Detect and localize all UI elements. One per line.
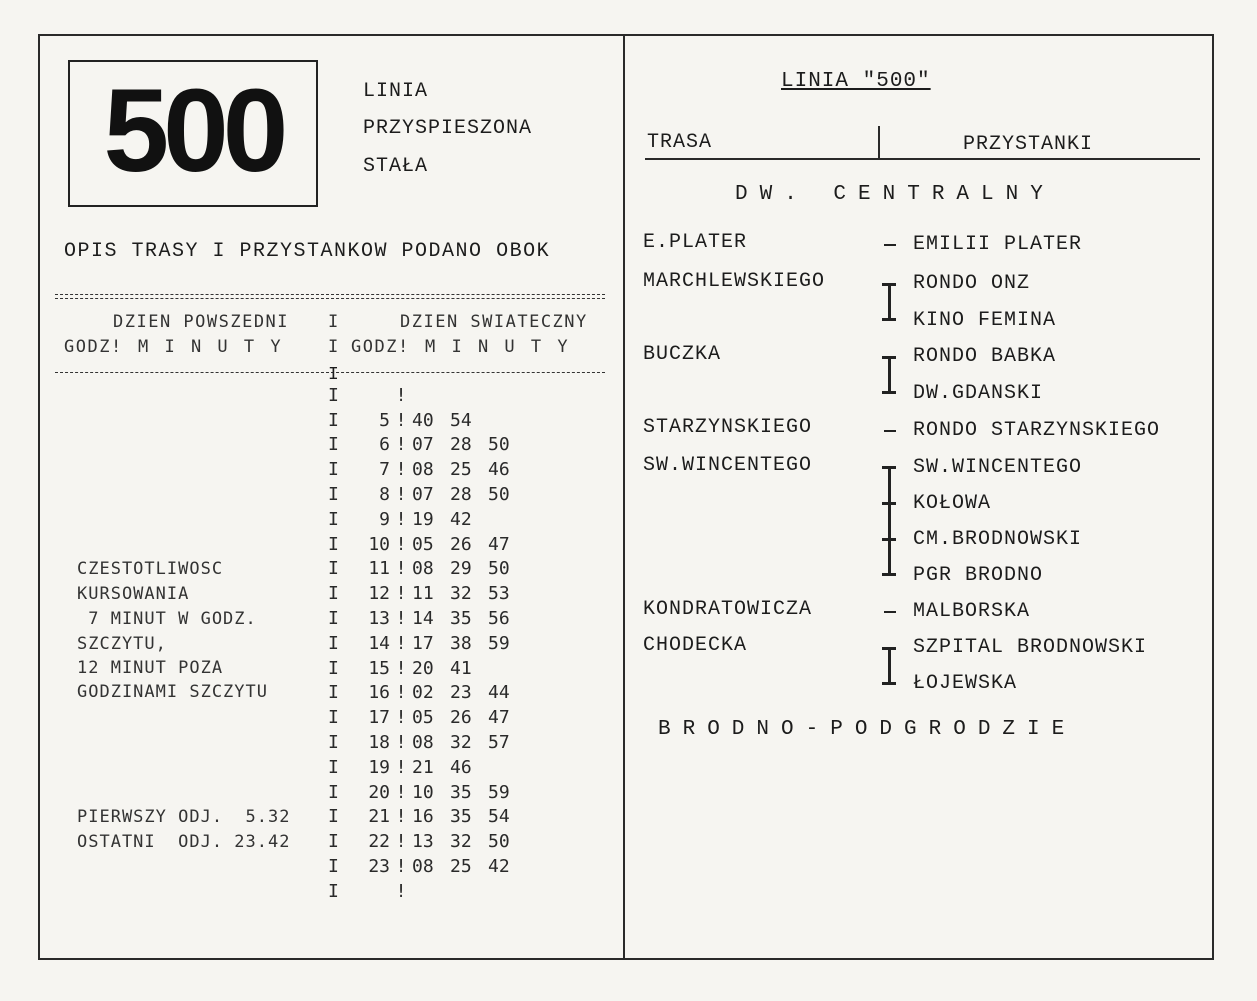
schedule-row: [328, 805, 526, 829]
hour-separator: !: [395, 707, 407, 729]
minute-cell: 40: [412, 409, 434, 431]
bracket-tick: [882, 647, 896, 650]
divider-line: [55, 298, 605, 299]
hour-separator: !: [395, 384, 407, 406]
hour-cell: 7: [379, 459, 390, 481]
bracket-tick: [882, 538, 896, 541]
hour-separator: !: [395, 880, 407, 902]
frequency-note-line: SZCZYTU,: [77, 634, 167, 654]
column-separator: I: [328, 831, 339, 853]
hour-cell: 6: [379, 434, 390, 456]
minute-cell: 05: [412, 533, 434, 555]
minute-cell: 32: [450, 583, 472, 605]
schedule-row: [328, 830, 526, 854]
stop-name: RONDO STARZYNSKIEGO: [913, 419, 1161, 442]
stop-name: PGR BRODNO: [913, 564, 1044, 587]
bracket-tick: [882, 466, 896, 469]
column-separator: I: [328, 657, 339, 679]
column-separator: I: [328, 781, 339, 803]
minute-cell: 08: [412, 558, 434, 580]
frequency-note-line: 7 MINUT W GODZ.: [77, 609, 257, 629]
hour-separator: !: [395, 607, 407, 629]
bracket-tick: [882, 391, 896, 394]
minute-cell: 54: [450, 409, 472, 431]
single-stop-dash: [884, 244, 896, 246]
stop-name: SZPITAL BRODNOWSKI: [913, 636, 1148, 659]
stop-name: RONDO BABKA: [913, 345, 1057, 368]
stop-group-bracket: [888, 647, 891, 683]
hour-separator: !: [395, 583, 407, 605]
route-description: OPIS TRASY I PRZYSTANKOW PODANO OBOK: [64, 240, 551, 263]
minute-cell: 05: [412, 707, 434, 729]
line-label: LINIA: [363, 80, 429, 103]
weekday-minutes-header: M I N U T Y: [138, 337, 284, 357]
hour-separator: !: [395, 682, 407, 704]
hour-cell: 12: [368, 583, 390, 605]
bracket-tick: [882, 573, 896, 576]
schedule-row: [328, 706, 526, 730]
schedule-row: [328, 854, 526, 878]
column-separator: I: [328, 607, 339, 629]
minute-cell: 25: [450, 459, 472, 481]
column-separator: I: [328, 312, 340, 332]
schedule-row: [328, 557, 526, 581]
stop-name: KOŁOWA: [913, 492, 992, 515]
stop-group-bracket: [888, 356, 891, 392]
column-separator: I: [328, 337, 340, 357]
minute-cell: 21: [412, 756, 434, 778]
column-separator: I: [328, 533, 339, 555]
hour-separator: !: [395, 483, 407, 505]
minute-cell: 41: [450, 657, 472, 679]
hour-cell: 13: [368, 607, 390, 629]
minute-cell: 50: [488, 831, 510, 853]
minute-cell: 38: [450, 632, 472, 654]
route-segment: STARZYNSKIEGO: [643, 416, 813, 439]
minute-cell: 35: [450, 781, 472, 803]
minute-cell: 13: [412, 831, 434, 853]
minute-cell: 46: [450, 756, 472, 778]
minute-cell: 08: [412, 731, 434, 753]
stop-name: MALBORSKA: [913, 600, 1031, 623]
minute-cell: 57: [488, 731, 510, 753]
column-separator: I: [328, 855, 339, 877]
minute-cell: 08: [412, 459, 434, 481]
minute-cell: 11: [412, 583, 434, 605]
minute-cell: 07: [412, 434, 434, 456]
minute-cell: 53: [488, 583, 510, 605]
minute-cell: 59: [488, 781, 510, 803]
line-number-box: [68, 60, 318, 207]
hour-cell: 8: [379, 483, 390, 505]
minute-cell: 28: [450, 483, 472, 505]
schedule-row: [328, 532, 526, 556]
hour-cell: 14: [368, 632, 390, 654]
hour-cell: 15: [368, 657, 390, 679]
stop-group-bracket: [888, 466, 891, 574]
column-separator: I: [328, 459, 339, 481]
hour-separator: !: [395, 831, 407, 853]
minute-cell: 42: [488, 855, 510, 877]
schedule-row: [328, 755, 488, 779]
frequency-note-line: 12 MINUT POZA: [77, 658, 224, 678]
route-title: LINIA "500": [781, 70, 931, 93]
minute-cell: 14: [412, 607, 434, 629]
minute-cell: 56: [488, 607, 510, 629]
hour-separator: !: [395, 781, 407, 803]
weekday-title: DZIEN POWSZEDNI: [113, 312, 290, 332]
schedule-row: [328, 582, 526, 606]
line-number: 500: [103, 65, 283, 197]
hour-cell: 22: [368, 831, 390, 853]
hour-separator: !: [395, 508, 407, 530]
column-separator: I: [328, 756, 339, 778]
divider-line: [55, 294, 605, 295]
first-departure: PIERWSZY ODJ. 5.32: [77, 807, 291, 827]
hour-separator: !: [395, 855, 407, 877]
column-separator: I: [328, 731, 339, 753]
column-separator: I: [328, 682, 339, 704]
frequency-note-line: KURSOWANIA: [77, 584, 190, 604]
minute-cell: 47: [488, 707, 510, 729]
hour-separator: !: [395, 558, 407, 580]
minute-cell: 10: [412, 781, 434, 803]
minute-cell: 50: [488, 558, 510, 580]
stop-group-bracket: [888, 283, 891, 319]
route-segment: MARCHLEWSKIEGO: [643, 270, 826, 293]
column-separator: I: [328, 409, 339, 431]
column-separator: I: [328, 806, 339, 828]
hour-separator: !: [395, 731, 407, 753]
schedule-row: [328, 730, 526, 754]
frequency-note-line: GODZINAMI SZCZYTU: [77, 682, 268, 702]
schedule-row: [328, 433, 526, 457]
holiday-hour-header: GODZ!: [351, 337, 410, 357]
column-separator: I: [328, 880, 339, 902]
hour-cell: 20: [368, 781, 390, 803]
schedule-row: [328, 631, 526, 655]
hour-cell: 21: [368, 806, 390, 828]
route-start-terminus: DW. CENTRALNY: [735, 183, 1055, 206]
minute-cell: 35: [450, 806, 472, 828]
column-separator: I: [328, 707, 339, 729]
route-column-header: TRASA: [647, 131, 713, 154]
column-separator: I: [328, 384, 339, 406]
header-separator: [878, 126, 880, 158]
hour-cell: 18: [368, 731, 390, 753]
column-separator: I: [328, 632, 339, 654]
bracket-tick: [882, 502, 896, 505]
stop-name: ŁOJEWSKA: [913, 672, 1018, 695]
minute-cell: 29: [450, 558, 472, 580]
minute-cell: 44: [488, 682, 510, 704]
bracket-tick: [882, 356, 896, 359]
minute-cell: 47: [488, 533, 510, 555]
minute-cell: 50: [488, 434, 510, 456]
route-segment: E.PLATER: [643, 231, 748, 254]
stop-name: CM.BRODNOWSKI: [913, 528, 1083, 551]
minute-cell: 26: [450, 533, 472, 555]
schedule-row: [328, 408, 488, 432]
column-separator: I: [328, 508, 339, 530]
line-type: PRZYSPIESZONA: [363, 117, 533, 140]
hour-cell: 23: [368, 855, 390, 877]
schedule-row: [328, 458, 526, 482]
minute-cell: 46: [488, 459, 510, 481]
minute-cell: 42: [450, 508, 472, 530]
schedule-row: [328, 681, 526, 705]
hour-separator: !: [395, 459, 407, 481]
minute-cell: 08: [412, 855, 434, 877]
minute-cell: 32: [450, 731, 472, 753]
hour-separator: !: [395, 657, 407, 679]
hour-separator: !: [395, 806, 407, 828]
minute-cell: 20: [412, 657, 434, 679]
single-stop-dash: [884, 430, 896, 432]
bracket-tick: [882, 318, 896, 321]
schedule-row: [328, 606, 526, 630]
hour-cell: 17: [368, 707, 390, 729]
single-stop-dash: [884, 611, 896, 613]
minute-cell: 26: [450, 707, 472, 729]
stop-name: KINO FEMINA: [913, 309, 1057, 332]
minute-cell: 02: [412, 682, 434, 704]
minute-cell: 16: [412, 806, 434, 828]
minute-cell: 32: [450, 831, 472, 853]
frequency-note-line: CZESTOTLIWOSC: [77, 559, 224, 579]
stop-name: DW.GDANSKI: [913, 382, 1044, 405]
schedule-row: [328, 507, 488, 531]
hour-cell: 5: [379, 409, 390, 431]
route-end-terminus: BRODNO-PODGRODZIE: [658, 718, 1077, 741]
route-segment: CHODECKA: [643, 634, 748, 657]
hour-separator: !: [395, 533, 407, 555]
minute-cell: 07: [412, 483, 434, 505]
route-segment: KONDRATOWICZA: [643, 598, 813, 621]
schedule-spacer-row: [328, 383, 412, 407]
minute-cell: 17: [412, 632, 434, 654]
schedule-row: [328, 656, 488, 680]
stop-name: RONDO ONZ: [913, 272, 1031, 295]
route-segment: BUCZKA: [643, 343, 722, 366]
weekday-hour-header: GODZ!: [64, 337, 123, 357]
minute-cell: 28: [450, 434, 472, 456]
bracket-tick: [882, 283, 896, 286]
panel-divider: [623, 34, 625, 960]
schedule-row: [328, 780, 526, 804]
stop-name: EMILII PLATER: [913, 233, 1083, 256]
bracket-tick: [882, 682, 896, 685]
hour-cell: 11: [368, 558, 390, 580]
minute-cell: 59: [488, 632, 510, 654]
hour-cell: 16: [368, 682, 390, 704]
stops-column-header: PRZYSTANKI: [963, 133, 1094, 156]
column-separator: I: [328, 434, 339, 456]
minute-cell: 35: [450, 607, 472, 629]
hour-separator: !: [395, 756, 407, 778]
column-separator: I: [328, 483, 339, 505]
column-separator: I: [328, 365, 339, 385]
header-underline: [645, 158, 1200, 160]
hour-cell: 10: [368, 533, 390, 555]
line-status: STAŁA: [363, 155, 429, 178]
hour-cell: 19: [368, 756, 390, 778]
column-separator: I: [328, 583, 339, 605]
holiday-minutes-header: M I N U T Y: [425, 337, 571, 357]
schedule-spacer-row: [328, 879, 412, 903]
route-segment: SW.WINCENTEGO: [643, 454, 813, 477]
stop-name: SW.WINCENTEGO: [913, 456, 1083, 479]
hour-cell: 9: [379, 508, 390, 530]
minute-cell: 25: [450, 855, 472, 877]
column-separator: I: [328, 558, 339, 580]
minute-cell: 23: [450, 682, 472, 704]
hour-separator: !: [395, 434, 407, 456]
schedule-row: [328, 482, 526, 506]
minute-cell: 50: [488, 483, 510, 505]
minute-cell: 54: [488, 806, 510, 828]
minute-cell: 19: [412, 508, 434, 530]
hour-separator: !: [395, 409, 407, 431]
last-departure: OSTATNI ODJ. 23.42: [77, 832, 291, 852]
hour-separator: !: [395, 632, 407, 654]
holiday-title: DZIEN SWIATECZNY: [400, 312, 588, 332]
